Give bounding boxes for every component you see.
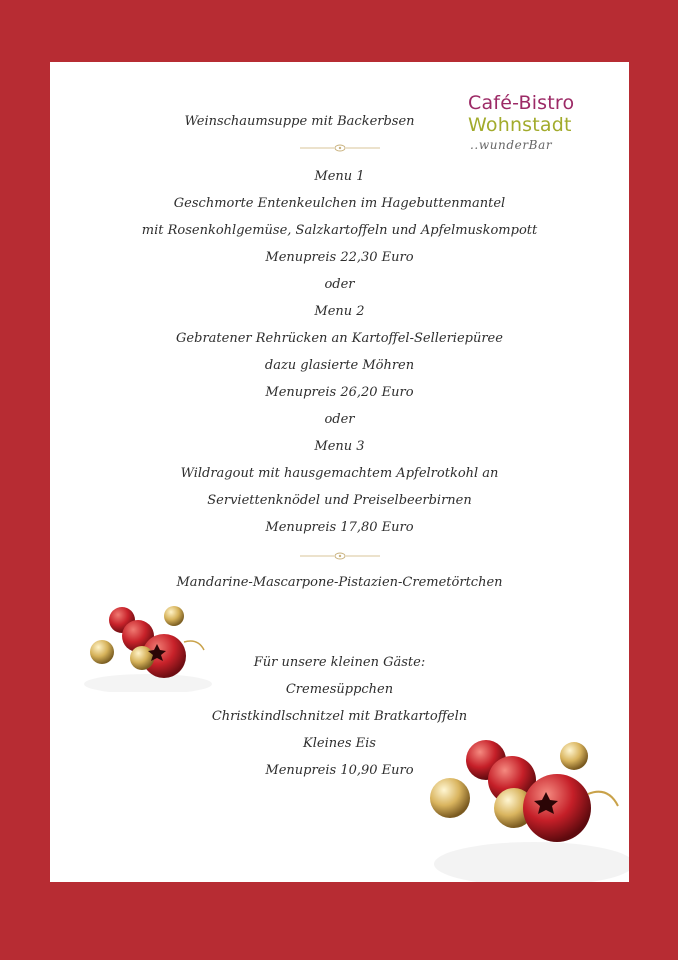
menu2-line2: dazu glasierte Möhren	[264, 358, 415, 373]
kids-line3: Kleines Eis	[303, 736, 376, 751]
kids-line2: Christkindlschnitzel mit Bratkartoffeln	[211, 709, 468, 724]
menu1-price: Menupreis 22,30 Euro	[265, 250, 414, 265]
or-separator-1: oder	[324, 277, 355, 292]
menu1-line2: mit Rosenkohlgemüse, Salzkartoffeln und Apfelmuskompott	[141, 223, 538, 238]
christmas-baubles-left-image	[84, 602, 212, 692]
menu1-title: Menu 1	[314, 169, 365, 184]
kids-price: Menupreis 10,90 Euro	[265, 763, 414, 778]
ornament-divider-top	[300, 143, 380, 153]
kids-line1: Cremesüppchen	[285, 682, 394, 697]
menu2-price: Menupreis 26,20 Euro	[265, 385, 414, 400]
menu1-line1: Geschmorte Entenkeulchen im Hagebuttenmantel	[173, 196, 506, 211]
menu2-line1: Gebratener Rehrücken an Kartoffel-Selleriepüree	[176, 331, 503, 346]
ornament-divider-bottom	[300, 551, 380, 561]
menu3-price: Menupreis 17,80 Euro	[265, 520, 414, 535]
or-separator-2: oder	[324, 412, 355, 427]
menu3-line1: Wildragout mit hausgemachtem Apfelrotkohl an	[180, 466, 499, 481]
soup-line: Weinschaumsuppe mit Backerbsen	[184, 114, 415, 129]
christmas-baubles-right-image	[424, 734, 629, 882]
logo-cafe-bistro: Café-Bistro	[468, 92, 575, 114]
menu3-line2: Serviettenknödel und Preiselbeerbirnen	[207, 493, 472, 508]
kids-title: Für unsere kleinen Gäste:	[253, 655, 426, 670]
menu2-title: Menu 2	[314, 304, 365, 319]
menu-card	[50, 62, 629, 882]
logo-wohnstadt: Wohnstadt	[468, 114, 572, 136]
dessert-line: Mandarine-Mascarpone-Pistazien-Cremetörtchen	[176, 575, 503, 590]
menu3-title: Menu 3	[314, 439, 365, 454]
logo-tagline: ..wunderBar	[470, 138, 553, 152]
